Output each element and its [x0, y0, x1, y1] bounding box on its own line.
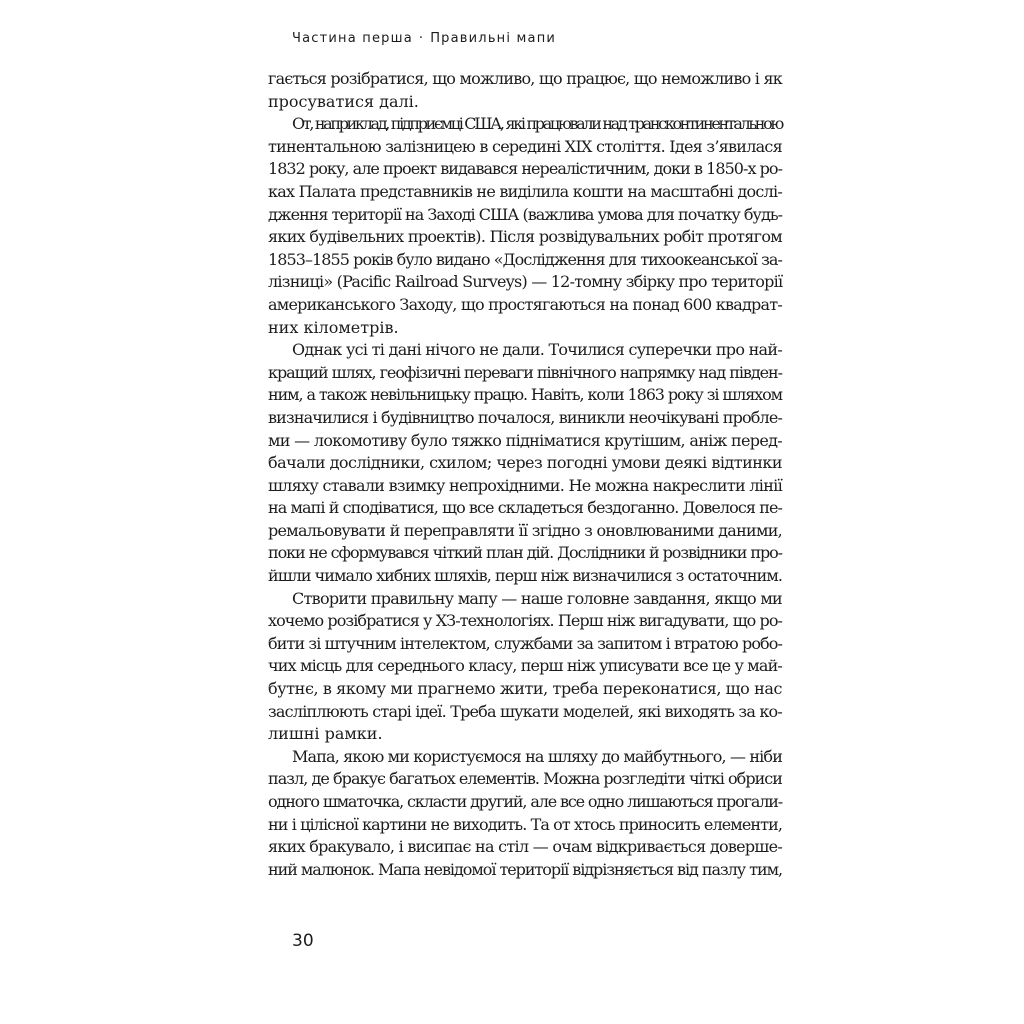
text-line: бачали дослідники, схилом; через погодні умови деякі відтинки [268, 453, 783, 473]
text-line: 1832 року, але проект видавався нереалістичним, доки в 1850-х ро- [268, 159, 783, 179]
text-line: поки не сформувався чіткий план дій. Дослідники й розвідники про- [268, 543, 782, 563]
text-line: Створити правильну мапу — наше головне завдання, якщо ми [292, 588, 782, 608]
text-line: ни і цілісної картини не виходить. Та от хтось приносить елементи, [268, 814, 783, 834]
text-line: засліплюють старі ідеї. Треба шукати моделей, які виходять за ко- [268, 701, 782, 721]
paragraph [268, 339, 782, 588]
text-line: шляху ставали взимку непрохідними. Не можна накреслити лінії [268, 475, 782, 495]
running-head-part: Частина перша [292, 31, 413, 46]
body-text [268, 68, 782, 881]
text-line: яких будівельних проектів). Після розвідувальних робіт протягом [268, 227, 783, 247]
text-line: яких бракувало, і висипає на стіл — очам відкривається довершe- [268, 837, 782, 857]
text-line: одного шматочка, скласти другий, але все одно лишаються прогали- [268, 792, 783, 811]
paragraph [268, 746, 782, 882]
text-line: йшли чимало хибних шляхів, перш ніж визначилися з остаточним. [268, 566, 782, 586]
text-line: бити зі штучним інтелектом, службами за запитом і втратою робо- [268, 633, 783, 653]
paragraph [268, 113, 782, 339]
text-line: чих місць для середнього класу, перш ніж уписувати все це у май- [268, 656, 782, 676]
text-line: От, наприклад, підприємці США, які працювали над трансконтинентальною [292, 114, 783, 134]
text-line: ним, а також невільницьку працю. Навіть, коли 1863 року зі шляхом [268, 385, 783, 405]
text-line: Мапа, якою ми користуємося на шляху до майбутнього, — ніби [292, 746, 783, 766]
text-line: просуватися далі. [268, 91, 419, 111]
text-line: пазл, де бракує багатьох елементів. Можна розгледіти чіткі обриси [268, 769, 783, 789]
text-line: ний малюнок. Мапа невідомої території відрізняється від пазлу тим, [268, 859, 783, 879]
paragraph [268, 588, 782, 746]
running-head-chapter: Правильні мапи [430, 31, 557, 46]
text-line: ремальовувати й переправляти її згідно з оновлюваними даними, [268, 520, 783, 540]
running-head [292, 26, 556, 52]
text-line: американського Заходу, що простягаються на понад 600 квадрат- [268, 294, 782, 314]
text-line: лізниці» (Pacific Railroad Surveys) — 12-томну збірку про території [268, 272, 783, 292]
text-line: них кілометрів. [268, 317, 399, 337]
text-line: лишні рамки. [268, 724, 383, 744]
text-line: 1853–1855 років було видано «Дослідження для тихоокеанської за- [268, 249, 782, 269]
text-line: ках Палата представників не виділила кошти на масштабні дослі- [268, 181, 782, 201]
text-line: ми — локомотиву було тяжко підніматися крутішим, аніж перед- [268, 430, 783, 450]
paragraph [268, 68, 782, 113]
text-line: хочемо розібратися у ХЗ-технологіях. Перш ніж вигадувати, що ро- [268, 611, 783, 631]
text-line: дження території на Заході США (важлива умова для початку будь- [268, 204, 782, 224]
text-line: на мапі й сподіватися, що все складеться бездоганно. Довелося пе- [268, 498, 782, 518]
text-line: кращий шлях, геофізичні переваги північного напрямку над півден- [268, 362, 782, 382]
text-line: тинентальною залізницею в середині XIX століття. Ідея з’явилася [268, 136, 782, 156]
page-number: 30 [292, 931, 314, 951]
running-head-separator: · [418, 31, 425, 46]
text-line: визначилися і будівництво почалося, виникли неочікувані пробле- [268, 407, 782, 427]
text-line: бутнє, в якому ми прагнемо жити, треба переконатися, що нас [268, 679, 783, 699]
text-line: Однак усі ті дані нічого не дали. Точилися суперечки про най- [292, 340, 783, 360]
text-line: гається розібратися, що можливо, що працює, що неможливо і як [268, 69, 782, 88]
